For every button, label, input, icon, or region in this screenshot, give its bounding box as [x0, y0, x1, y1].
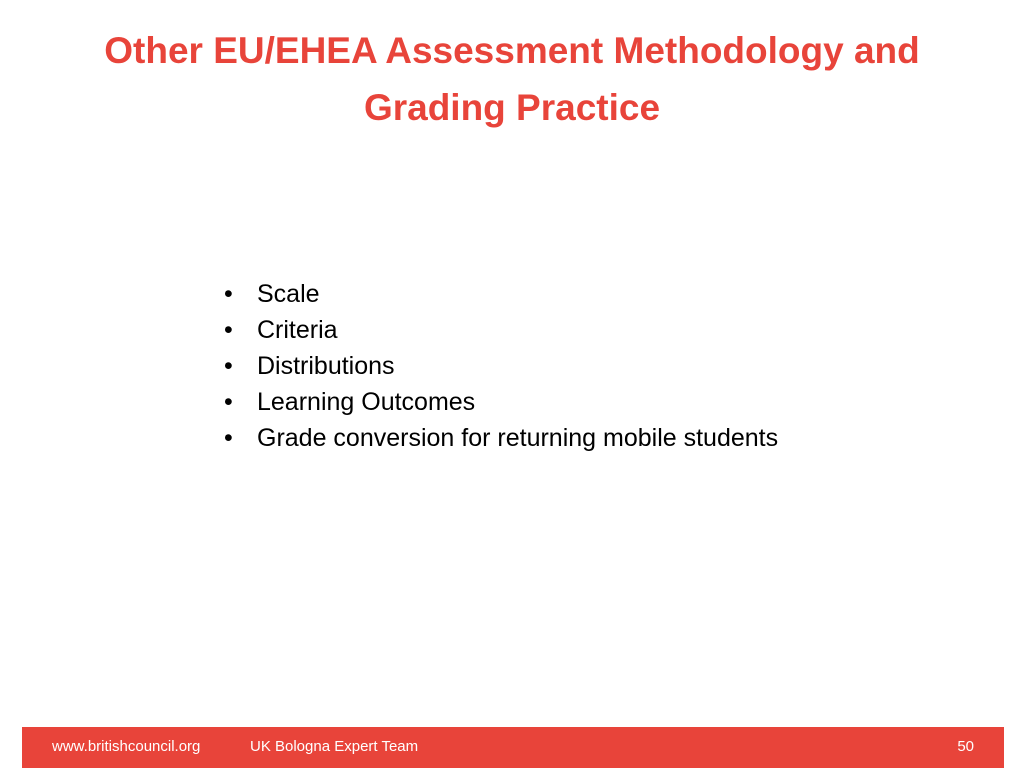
bullet-item [218, 420, 778, 456]
slide-title-line-1: Other EU/EHEA Assessment Methodology and [104, 30, 920, 71]
bullet-point-icon: • [224, 388, 233, 416]
bullet-text-distributions: Distributions [257, 352, 395, 380]
bullet-text-criteria: Criteria [257, 316, 338, 344]
footer-bar [22, 727, 1004, 768]
bullet-item [218, 312, 778, 348]
bullet-point-icon: • [224, 352, 233, 380]
bullet-text-grade-conversion: Grade conversion for returning mobile students [257, 424, 779, 452]
bullet-list [218, 276, 778, 456]
slide-title [40, 22, 984, 136]
slide-title-line-2: Grading Practice [363, 87, 661, 128]
bullet-text-learning-outcomes: Learning Outcomes [257, 388, 476, 416]
bullet-item [218, 384, 778, 420]
bullet-item [218, 348, 778, 384]
bullet-point-icon: • [224, 316, 233, 344]
bullet-point-icon: • [224, 280, 233, 308]
footer-website-link[interactable]: www.britishcouncil.org [52, 738, 201, 755]
bullet-item [218, 276, 778, 312]
bullet-text-scale: Scale [257, 280, 320, 308]
page-number: 50 [957, 738, 974, 755]
bullet-point-icon: • [224, 424, 233, 452]
footer-team-name: UK Bologna Expert Team [250, 738, 419, 755]
